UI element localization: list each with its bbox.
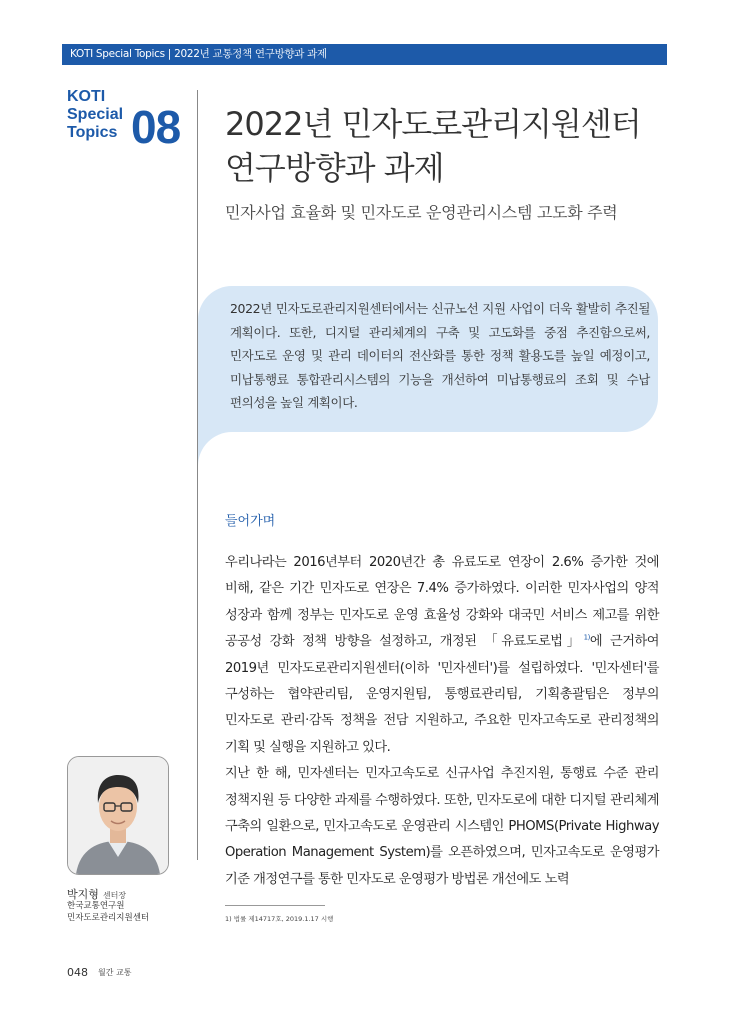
section-heading: 들어가며 [225,514,276,529]
series-label-line: KOTI [67,88,106,105]
author-title: 센터장 [102,891,127,900]
article-subtitle: 민자사업 효율화 및 민자도로 운영관리시스템 고도화 주력 [225,203,618,222]
footnote-ref[interactable]: 1) [583,633,590,642]
running-header: KOTI Special Topics | 2022년 교통정책 연구방향과 과제 [62,44,667,65]
publication-name: 월간 교통 [98,968,132,977]
author-photo [67,756,169,875]
body-text-run: 에 근거하여 2019년 민자도로관리지원센터(이하 '민자센터')를 설립하였다. '민자센터'를 구성하는 협약관리팀, 운영지원팀, 통행료관리팀, 기획총괄팀은 정부의 민자도로 관리·감독 정책을 전담 지원하고, 주요한 민자고속도로 관리정책의 기획 및 실행을 지원하고 있다. [225,634,659,755]
footnote-divider [225,905,325,906]
series-label [67,88,123,142]
body-paragraph: 지난 한 해, 민자센터는 민자고속도로 신규사업 추진지원, 통행료 수준 관리 정책지원 등 다양한 과제를 수행하였다. 또한, 민자도로에 대한 디지털 관리체계 구축의 일환으로, 민자고속도로 운영관리 시스템인 PHOMS(Private Highway Operation Management System)를 오픈하였으며, 민자고속도로 운영평가 기준 개정연구를 통한 민자도로 운영평가 방법론 개선에도 노력 [225,766,659,887]
body-paragraph [225,550,659,761]
article-body [225,550,659,893]
affiliation-line: 한국교통연구원 [67,901,125,911]
author-name [67,886,126,902]
article-title: 2022년 민자도로관리지원센터 연구방향과 과제 [225,105,641,187]
footnote: 1) 법률 제14717호, 2019.1.17 시행 [225,915,334,923]
series-label-line: Special [67,106,124,123]
series-label-line: Topics [67,124,118,141]
summary-text: 2022년 민자도로관리지원센터에서는 신규노선 지원 사업이 더욱 활발히 추진될 계획이다. 또한, 디지털 관리체계의 구축 및 고도화를 중점 추진함으로써, 민자도로 운영 및 관리 데이터의 전산화를 통한 정책 활용도를 높일 예정이고, 미납통행료 통합관리시스템의 기능을 개선하여 미납통행료의 조회 및 수납 편의성을 높일 계획이다. [230,301,650,410]
summary-box-tail [198,432,232,466]
author-affiliation [67,901,149,924]
series-number: 08 [131,101,181,153]
author-portrait-illustration [68,757,168,874]
body-text-run: 우리나라는 2016년부터 2020년간 총 유료도로 연장이 2.6% 증가한 것에 비해, 같은 기간 민자도로 연장은 7.4% 증가하였다. 이러한 민자사업의 양적 성장과 함께 정부는 민자도로 운영 효율성 강화와 대국민 서비스 제고를 위한 공공성 강화 정책 방향을 설정하고, 개정된 「유료도로법」 [225,555,659,650]
author-name-text: 박지형 [67,888,99,901]
affiliation-line: 민자도로관리지원센터 [67,912,150,923]
page-number: 048 [67,966,88,979]
